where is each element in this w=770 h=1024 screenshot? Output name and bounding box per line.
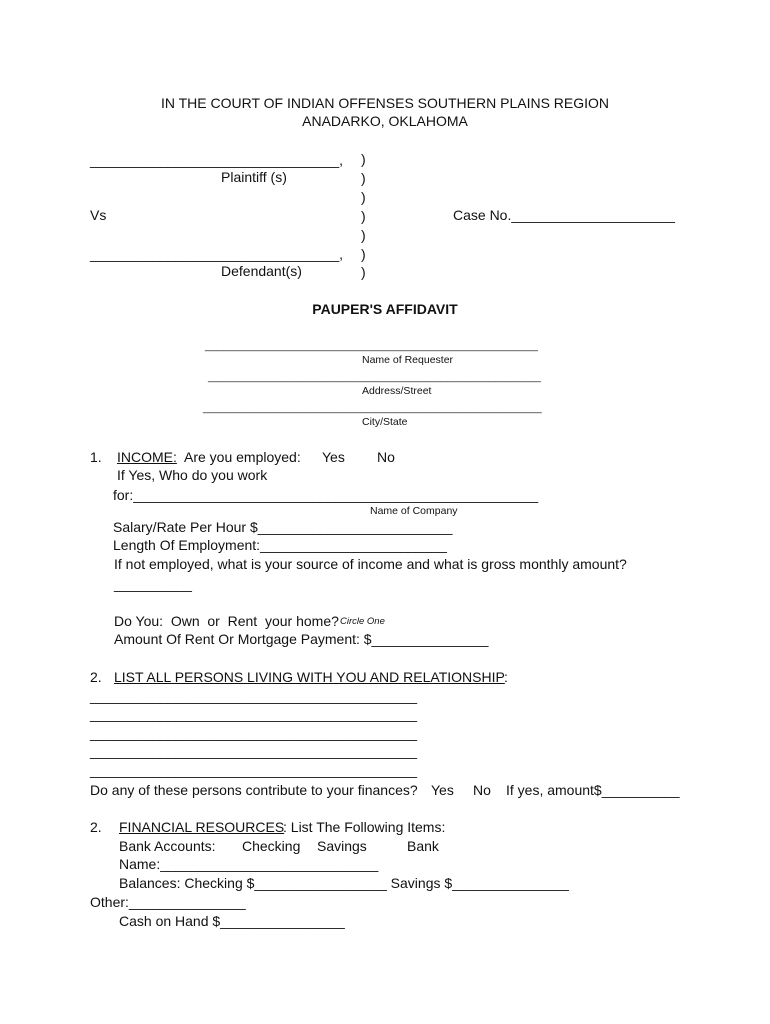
person-entry-field[interactable]: __________________________________________ [90,688,418,704]
bank-label: Bank [407,838,439,854]
contribute-yes-option[interactable]: Yes [431,782,454,798]
employer-question: If Yes, Who do you work [117,467,268,483]
employment-length-field[interactable]: Length Of Employment:________________________ [113,537,447,553]
requester-city-field[interactable]: __________________________________________________________ [203,402,542,414]
financial-number: 2. [90,819,102,835]
caption-paren: ) [361,151,366,167]
employed-yes-option[interactable]: Yes [322,449,345,465]
checking-option[interactable]: Checking [242,838,301,854]
persons-number: 2. [90,669,102,685]
circle-one-hint: Circle One [340,616,385,627]
person-entry-field[interactable]: __________________________________________ [90,706,418,722]
requester-name-label: Name of Requester [362,354,454,366]
persons-heading: LIST ALL PERSONS LIVING WITH YOU AND RELATIONSHIP [114,669,505,685]
requester-address-field[interactable]: _________________________________________________________ [208,371,541,383]
defendant-label: Defendant(s) [221,263,302,279]
case-number-field[interactable]: Case No._____________________ [453,207,675,223]
caption-paren: ) [361,208,366,224]
salary-field[interactable]: Salary/Rate Per Hour $_________________________ [113,519,453,535]
requester-address-label: Address/Street [362,385,432,397]
person-entry-field[interactable]: __________________________________________ [90,762,418,778]
person-entry-field[interactable]: __________________________________________ [90,725,418,741]
caption-paren: ) [361,189,366,205]
own-rent-question: Do You: Own or Rent your home? [114,613,339,629]
plaintiff-field[interactable]: ________________________________, [90,152,344,168]
employed-no-option[interactable]: No [377,449,395,465]
financial-heading: FINANCIAL RESOURCES [119,819,285,835]
company-name-label: Name of Company [370,505,458,517]
employed-question: Are you employed: [184,449,301,465]
requester-name-field[interactable]: _________________________________________________________ [205,340,538,352]
balances-field[interactable]: Balances: Checking $_________________ Savings $_______________ [119,875,569,891]
cash-on-hand-field[interactable]: Cash on Hand $________________ [119,913,345,929]
defendant-field[interactable]: ________________________________, [90,246,344,262]
plaintiff-label: Plaintiff (s) [221,169,287,185]
court-location: ANADARKO, OKLAHOMA [302,113,468,129]
financial-intro: : List The Following Items: [283,819,446,835]
caption-paren: ) [361,170,366,186]
bank-name-field[interactable]: Name:____________________________ [119,856,379,872]
employer-field[interactable]: for:____________________________________________________ [113,487,539,503]
unemployed-income-question: If not employed, what is your source of income and what is gross monthly amount? [114,556,627,572]
requester-city-label: City/State [362,416,408,428]
rent-amount-field[interactable]: Amount Of Rent Or Mortgage Payment: $_______________ [114,631,489,647]
vs-label: Vs [90,207,107,223]
income-number: 1. [90,449,102,465]
contribute-amount-field[interactable]: If yes, amount$__________ [506,782,680,798]
caption-paren: ) [361,264,366,280]
contribute-question: Do any of these persons contribute to your finances? [90,782,418,798]
savings-option[interactable]: Savings [317,838,367,854]
bank-accounts-label: Bank Accounts: [119,838,216,854]
court-title: IN THE COURT OF INDIAN OFFENSES SOUTHERN PLAINS REGION [160,95,610,111]
caption-paren: ) [361,246,366,262]
other-resources-field[interactable]: Other:_______________ [90,894,246,910]
income-heading: INCOME: [117,449,177,465]
persons-heading-colon: : [504,669,508,685]
contribute-no-option[interactable]: No [473,782,491,798]
unemployed-income-field[interactable]: __________ [114,576,192,592]
person-entry-field[interactable]: __________________________________________ [90,743,418,759]
caption-paren: ) [361,227,366,243]
document-title: PAUPER'S AFFIDAVIT [312,301,458,317]
